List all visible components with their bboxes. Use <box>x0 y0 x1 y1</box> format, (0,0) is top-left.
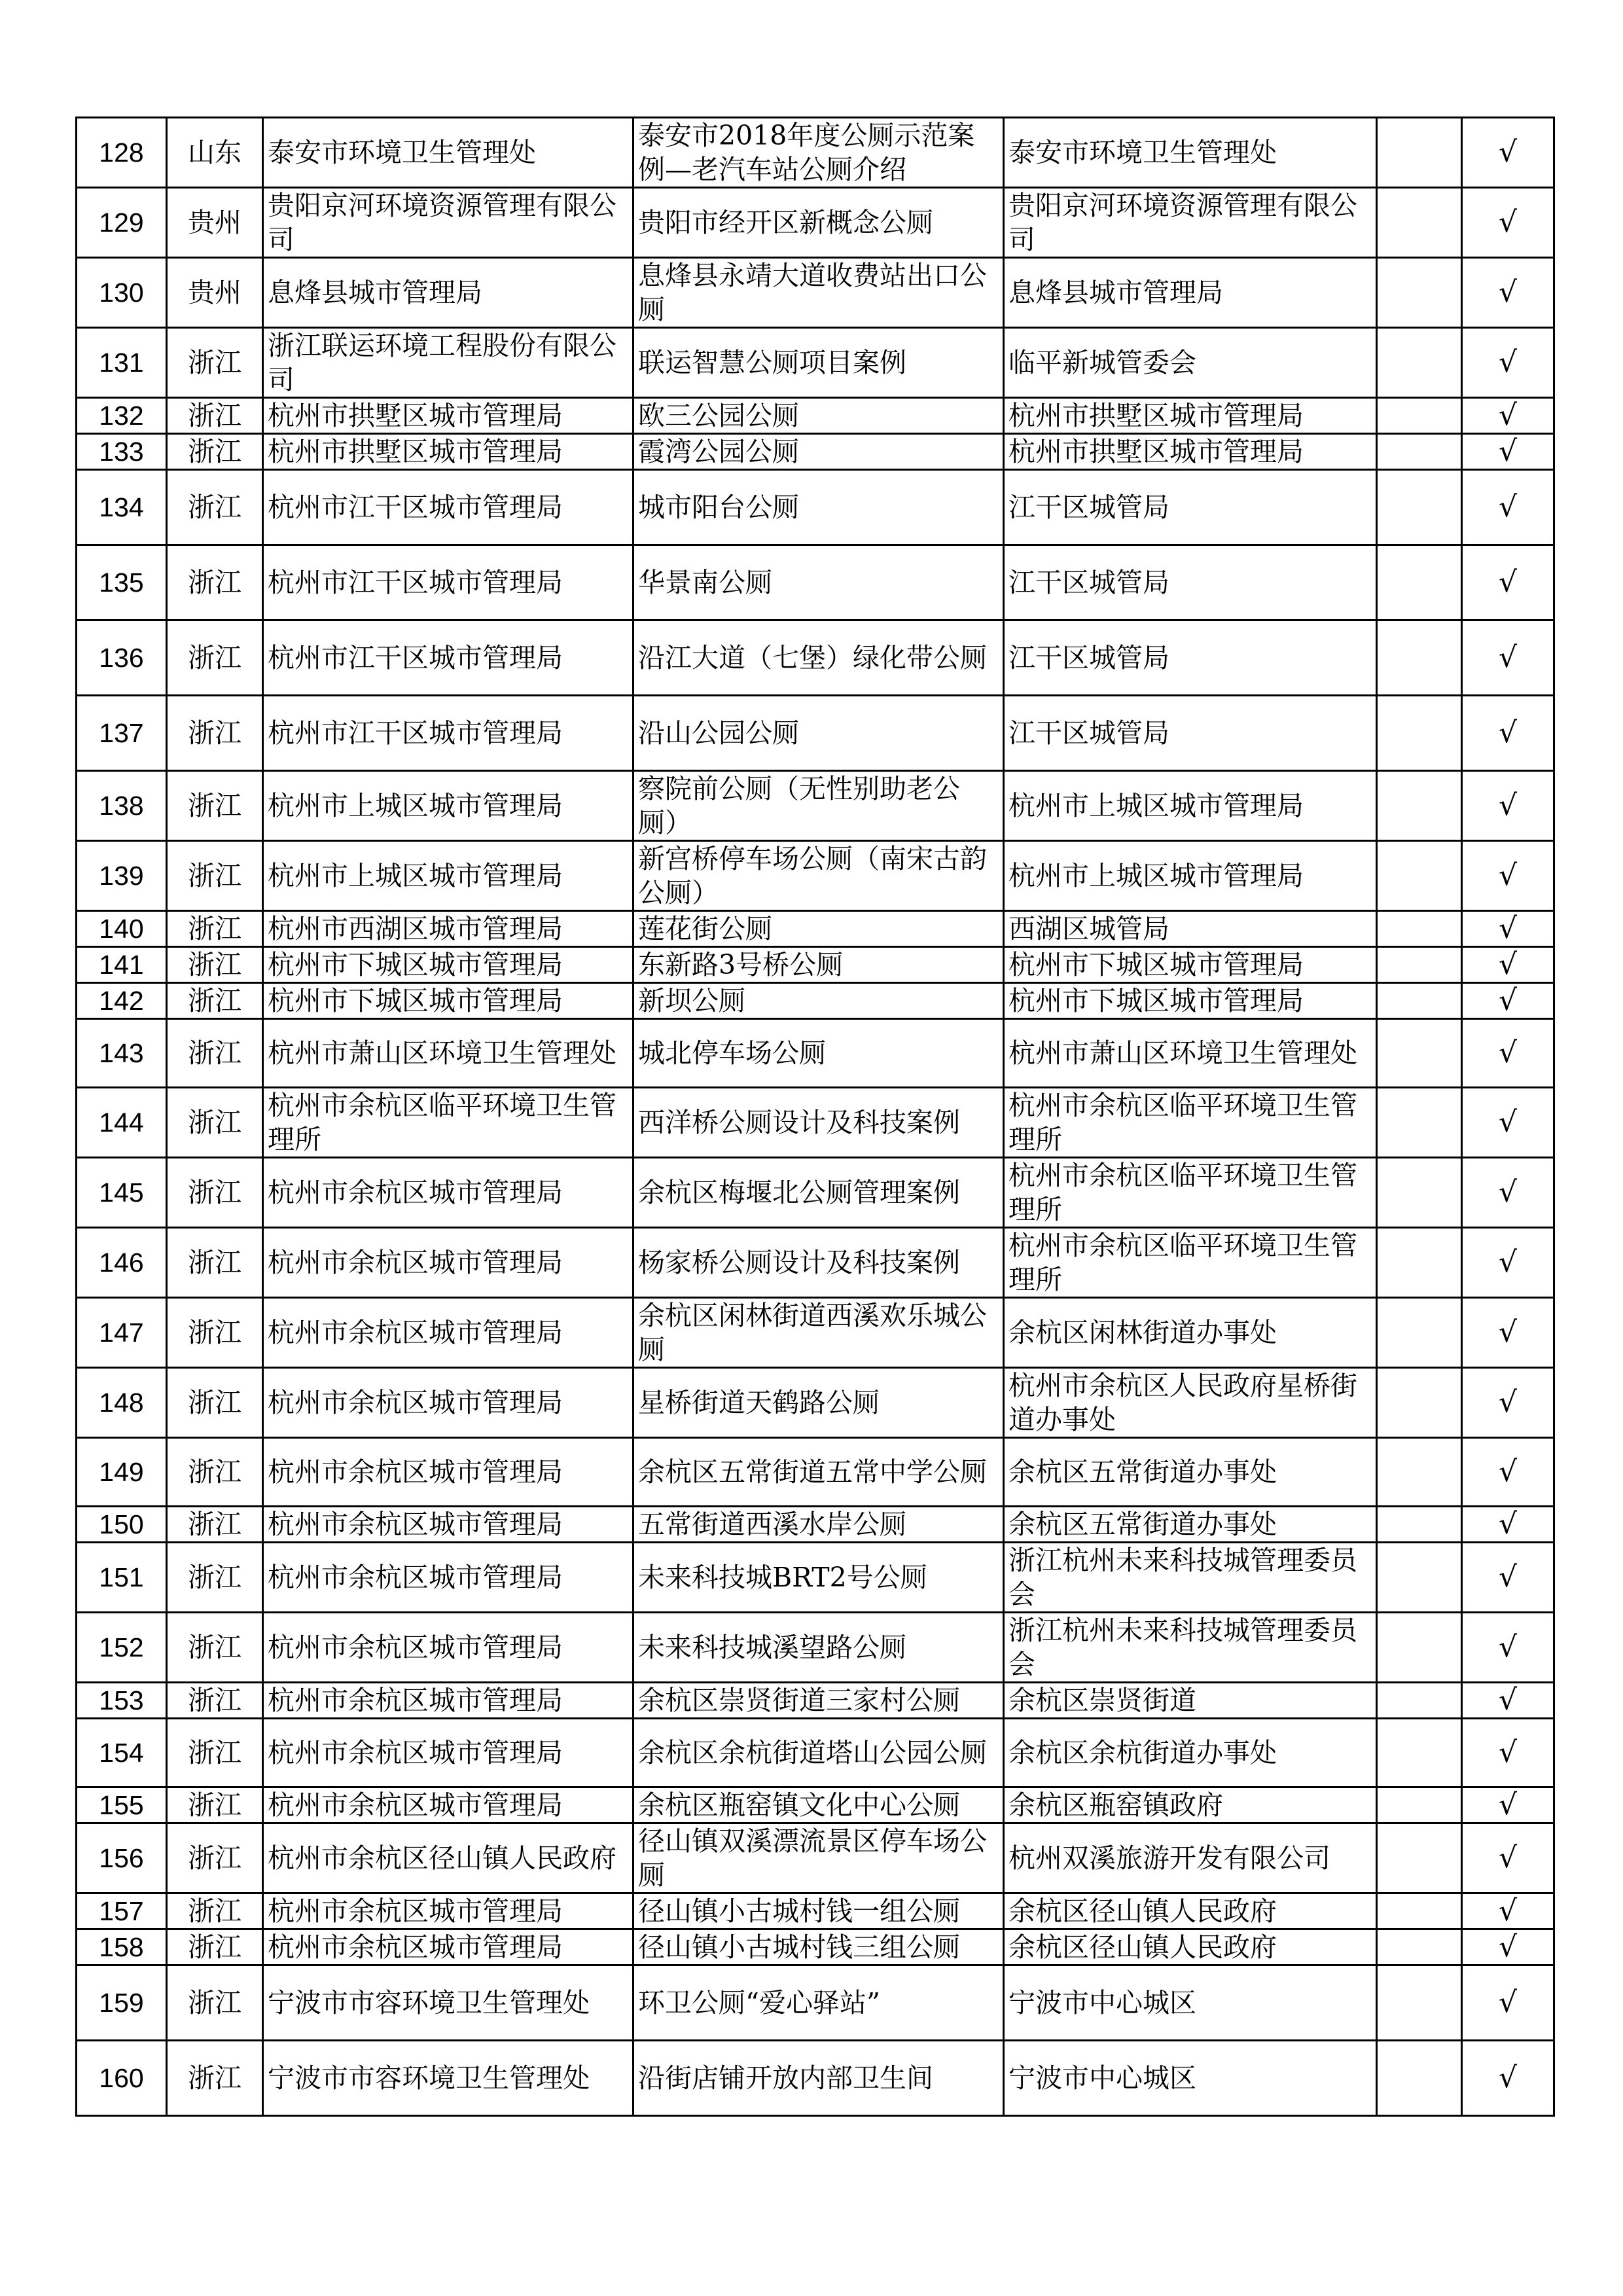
case-name-cell: 余杭区瓶窑镇文化中心公厕 <box>633 1787 1004 1823</box>
blank-cell <box>1377 1823 1462 1893</box>
row-number: 131 <box>77 328 167 398</box>
case-name-cell: 余杭区闲林街道西溪欢乐城公厕 <box>633 1298 1004 1368</box>
table-row <box>77 188 1554 258</box>
blank-cell <box>1377 328 1462 398</box>
table-row <box>77 1228 1554 1298</box>
province-cell: 浙江 <box>167 1019 263 1088</box>
blank-cell <box>1377 1543 1462 1613</box>
table-row <box>77 1787 1554 1823</box>
applicant-cell: 浙江联运环境工程股份有限公司 <box>263 328 633 398</box>
unit-cell: 杭州市下城区城市管理局 <box>1004 983 1377 1019</box>
case-name-cell: 杨家桥公厕设计及科技案例 <box>633 1228 1004 1298</box>
check-mark: √ <box>1462 1019 1554 1088</box>
case-name-cell: 余杭区余杭街道塔山公园公厕 <box>633 1719 1004 1787</box>
row-number: 156 <box>77 1823 167 1893</box>
unit-cell: 浙江杭州未来科技城管理委员会 <box>1004 1613 1377 1683</box>
check-mark: √ <box>1462 398 1554 434</box>
table-row <box>77 328 1554 398</box>
row-number: 155 <box>77 1787 167 1823</box>
unit-cell: 贵阳京河环境资源管理有限公司 <box>1004 188 1377 258</box>
table-row <box>77 1965 1554 2041</box>
province-cell: 浙江 <box>167 983 263 1019</box>
check-mark: √ <box>1462 1543 1554 1613</box>
province-cell: 浙江 <box>167 1507 263 1543</box>
row-number: 129 <box>77 188 167 258</box>
applicant-cell: 杭州市余杭区城市管理局 <box>263 1893 633 1929</box>
row-number: 141 <box>77 947 167 983</box>
unit-cell: 杭州市余杭区临平环境卫生管理所 <box>1004 1088 1377 1158</box>
applicant-cell: 宁波市市容环境卫生管理处 <box>263 1965 633 2041</box>
applicant-cell: 杭州市下城区城市管理局 <box>263 947 633 983</box>
province-cell: 浙江 <box>167 841 263 911</box>
blank-cell <box>1377 1893 1462 1929</box>
table-row <box>77 1507 1554 1543</box>
case-name-cell: 华景南公厕 <box>633 545 1004 620</box>
unit-cell: 余杭区五常街道办事处 <box>1004 1438 1377 1507</box>
case-name-cell: 东新路3号桥公厕 <box>633 947 1004 983</box>
blank-cell <box>1377 188 1462 258</box>
blank-cell <box>1377 1158 1462 1228</box>
check-mark: √ <box>1462 983 1554 1019</box>
blank-cell <box>1377 258 1462 328</box>
applicant-cell: 杭州市余杭区城市管理局 <box>263 1158 633 1228</box>
table-row <box>77 620 1554 696</box>
check-mark: √ <box>1462 771 1554 841</box>
row-number: 130 <box>77 258 167 328</box>
table-row <box>77 118 1554 188</box>
province-cell: 浙江 <box>167 434 263 470</box>
case-list-table <box>75 117 1555 2117</box>
blank-cell <box>1377 771 1462 841</box>
row-number: 134 <box>77 470 167 545</box>
table-row <box>77 771 1554 841</box>
province-cell: 浙江 <box>167 1438 263 1507</box>
applicant-cell: 贵阳京河环境资源管理有限公司 <box>263 188 633 258</box>
case-name-cell: 息烽县永靖大道收费站出口公厕 <box>633 258 1004 328</box>
check-mark: √ <box>1462 1893 1554 1929</box>
check-mark: √ <box>1462 434 1554 470</box>
unit-cell: 西湖区城管局 <box>1004 911 1377 947</box>
province-cell: 浙江 <box>167 398 263 434</box>
check-mark: √ <box>1462 1088 1554 1158</box>
unit-cell: 杭州市上城区城市管理局 <box>1004 771 1377 841</box>
province-cell: 浙江 <box>167 1298 263 1368</box>
applicant-cell: 杭州市余杭区城市管理局 <box>263 1228 633 1298</box>
row-number: 140 <box>77 911 167 947</box>
blank-cell <box>1377 118 1462 188</box>
case-name-cell: 莲花街公厕 <box>633 911 1004 947</box>
case-name-cell: 沿山公园公厕 <box>633 696 1004 771</box>
unit-cell: 余杭区瓶窑镇政府 <box>1004 1787 1377 1823</box>
applicant-cell: 杭州市余杭区城市管理局 <box>263 1787 633 1823</box>
table-row <box>77 1893 1554 1929</box>
case-name-cell: 察院前公厕（无性别助老公厕） <box>633 771 1004 841</box>
case-name-cell: 城北停车场公厕 <box>633 1019 1004 1088</box>
applicant-cell: 杭州市余杭区城市管理局 <box>263 1368 633 1438</box>
case-name-cell: 径山镇小古城村钱三组公厕 <box>633 1929 1004 1965</box>
blank-cell <box>1377 1787 1462 1823</box>
province-cell: 浙江 <box>167 1228 263 1298</box>
check-mark: √ <box>1462 1965 1554 2041</box>
blank-cell <box>1377 983 1462 1019</box>
table-row <box>77 841 1554 911</box>
province-cell: 浙江 <box>167 1543 263 1613</box>
unit-cell: 杭州市拱墅区城市管理局 <box>1004 434 1377 470</box>
blank-cell <box>1377 841 1462 911</box>
table-row <box>77 1543 1554 1613</box>
case-name-cell: 未来科技城BRT2号公厕 <box>633 1543 1004 1613</box>
unit-cell: 杭州市上城区城市管理局 <box>1004 841 1377 911</box>
unit-cell: 江干区城管局 <box>1004 545 1377 620</box>
province-cell: 贵州 <box>167 258 263 328</box>
check-mark: √ <box>1462 188 1554 258</box>
row-number: 154 <box>77 1719 167 1787</box>
table-row <box>77 983 1554 1019</box>
check-mark: √ <box>1462 1787 1554 1823</box>
applicant-cell: 杭州市余杭区城市管理局 <box>263 1543 633 1613</box>
row-number: 132 <box>77 398 167 434</box>
province-cell: 浙江 <box>167 1613 263 1683</box>
blank-cell <box>1377 1507 1462 1543</box>
blank-cell <box>1377 1929 1462 1965</box>
case-name-cell: 西洋桥公厕设计及科技案例 <box>633 1088 1004 1158</box>
check-mark: √ <box>1462 1507 1554 1543</box>
row-number: 137 <box>77 696 167 771</box>
case-name-cell: 新坝公厕 <box>633 983 1004 1019</box>
applicant-cell: 杭州市拱墅区城市管理局 <box>263 398 633 434</box>
blank-cell <box>1377 545 1462 620</box>
unit-cell: 泰安市环境卫生管理处 <box>1004 118 1377 188</box>
unit-cell: 江干区城管局 <box>1004 470 1377 545</box>
case-name-cell: 沿街店铺开放内部卫生间 <box>633 2041 1004 2116</box>
row-number: 153 <box>77 1683 167 1719</box>
blank-cell <box>1377 398 1462 434</box>
case-name-cell: 余杭区崇贤街道三家村公厕 <box>633 1683 1004 1719</box>
blank-cell <box>1377 947 1462 983</box>
blank-cell <box>1377 1965 1462 2041</box>
applicant-cell: 杭州市余杭区临平环境卫生管理所 <box>263 1088 633 1158</box>
case-name-cell: 五常街道西溪水岸公厕 <box>633 1507 1004 1543</box>
table-row <box>77 2041 1554 2116</box>
unit-cell: 临平新城管委会 <box>1004 328 1377 398</box>
province-cell: 浙江 <box>167 1965 263 2041</box>
blank-cell <box>1377 620 1462 696</box>
applicant-cell: 杭州市上城区城市管理局 <box>263 841 633 911</box>
row-number: 144 <box>77 1088 167 1158</box>
province-cell: 浙江 <box>167 911 263 947</box>
province-cell: 浙江 <box>167 1088 263 1158</box>
check-mark: √ <box>1462 118 1554 188</box>
table-row <box>77 1613 1554 1683</box>
blank-cell <box>1377 1228 1462 1298</box>
applicant-cell: 杭州市余杭区城市管理局 <box>263 1613 633 1683</box>
table-row <box>77 545 1554 620</box>
case-name-cell: 泰安市2018年度公厕示范案例—老汽车站公厕介绍 <box>633 118 1004 188</box>
applicant-cell: 杭州市余杭区城市管理局 <box>263 1438 633 1507</box>
check-mark: √ <box>1462 696 1554 771</box>
unit-cell: 杭州市萧山区环境卫生管理处 <box>1004 1019 1377 1088</box>
table-row <box>77 1158 1554 1228</box>
check-mark: √ <box>1462 1438 1554 1507</box>
check-mark: √ <box>1462 620 1554 696</box>
row-number: 147 <box>77 1298 167 1368</box>
unit-cell: 杭州市拱墅区城市管理局 <box>1004 398 1377 434</box>
blank-cell <box>1377 1438 1462 1507</box>
check-mark: √ <box>1462 470 1554 545</box>
case-name-cell: 联运智慧公厕项目案例 <box>633 328 1004 398</box>
blank-cell <box>1377 1019 1462 1088</box>
check-mark: √ <box>1462 1158 1554 1228</box>
blank-cell <box>1377 696 1462 771</box>
check-mark: √ <box>1462 911 1554 947</box>
applicant-cell: 杭州市拱墅区城市管理局 <box>263 434 633 470</box>
province-cell: 浙江 <box>167 1368 263 1438</box>
blank-cell <box>1377 911 1462 947</box>
blank-cell <box>1377 470 1462 545</box>
unit-cell: 余杭区余杭街道办事处 <box>1004 1719 1377 1787</box>
check-mark: √ <box>1462 1368 1554 1438</box>
province-cell: 浙江 <box>167 947 263 983</box>
applicant-cell: 杭州市余杭区城市管理局 <box>263 1507 633 1543</box>
table-body <box>77 118 1554 2116</box>
table-row <box>77 1368 1554 1438</box>
blank-cell <box>1377 2041 1462 2116</box>
table-row <box>77 1683 1554 1719</box>
province-cell: 浙江 <box>167 620 263 696</box>
table-row <box>77 947 1554 983</box>
row-number: 133 <box>77 434 167 470</box>
case-name-cell: 余杭区五常街道五常中学公厕 <box>633 1438 1004 1507</box>
check-mark: √ <box>1462 947 1554 983</box>
case-name-cell: 未来科技城溪望路公厕 <box>633 1613 1004 1683</box>
province-cell: 浙江 <box>167 1787 263 1823</box>
case-name-cell: 沿江大道（七堡）绿化带公厕 <box>633 620 1004 696</box>
applicant-cell: 杭州市下城区城市管理局 <box>263 983 633 1019</box>
case-name-cell: 环卫公厕“爱心驿站” <box>633 1965 1004 2041</box>
row-number: 158 <box>77 1929 167 1965</box>
case-name-cell: 贵阳市经开区新概念公厕 <box>633 188 1004 258</box>
table-row <box>77 1823 1554 1893</box>
province-cell: 浙江 <box>167 1893 263 1929</box>
row-number: 160 <box>77 2041 167 2116</box>
row-number: 135 <box>77 545 167 620</box>
unit-cell: 息烽县城市管理局 <box>1004 258 1377 328</box>
case-name-cell: 余杭区梅堰北公厕管理案例 <box>633 1158 1004 1228</box>
applicant-cell: 杭州市萧山区环境卫生管理处 <box>263 1019 633 1088</box>
case-name-cell: 欧三公园公厕 <box>633 398 1004 434</box>
check-mark: √ <box>1462 1683 1554 1719</box>
province-cell: 山东 <box>167 118 263 188</box>
unit-cell: 杭州市下城区城市管理局 <box>1004 947 1377 983</box>
table-row <box>77 911 1554 947</box>
province-cell: 浙江 <box>167 1683 263 1719</box>
unit-cell: 宁波市中心城区 <box>1004 1965 1377 2041</box>
applicant-cell: 杭州市上城区城市管理局 <box>263 771 633 841</box>
applicant-cell: 杭州市江干区城市管理局 <box>263 545 633 620</box>
check-mark: √ <box>1462 545 1554 620</box>
province-cell: 浙江 <box>167 1823 263 1893</box>
applicant-cell: 杭州市江干区城市管理局 <box>263 470 633 545</box>
province-cell: 浙江 <box>167 328 263 398</box>
check-mark: √ <box>1462 841 1554 911</box>
row-number: 149 <box>77 1438 167 1507</box>
row-number: 148 <box>77 1368 167 1438</box>
check-mark: √ <box>1462 1613 1554 1683</box>
row-number: 152 <box>77 1613 167 1683</box>
row-number: 150 <box>77 1507 167 1543</box>
row-number: 151 <box>77 1543 167 1613</box>
unit-cell: 江干区城管局 <box>1004 696 1377 771</box>
row-number: 128 <box>77 118 167 188</box>
case-name-cell: 城市阳台公厕 <box>633 470 1004 545</box>
unit-cell: 余杭区崇贤街道 <box>1004 1683 1377 1719</box>
blank-cell <box>1377 1719 1462 1787</box>
province-cell: 浙江 <box>167 545 263 620</box>
blank-cell <box>1377 1088 1462 1158</box>
table-row <box>77 258 1554 328</box>
row-number: 145 <box>77 1158 167 1228</box>
province-cell: 贵州 <box>167 188 263 258</box>
unit-cell: 宁波市中心城区 <box>1004 2041 1377 2116</box>
table-row <box>77 696 1554 771</box>
applicant-cell: 宁波市市容环境卫生管理处 <box>263 2041 633 2116</box>
unit-cell: 余杭区径山镇人民政府 <box>1004 1893 1377 1929</box>
case-name-cell: 霞湾公园公厕 <box>633 434 1004 470</box>
applicant-cell: 杭州市余杭区城市管理局 <box>263 1719 633 1787</box>
check-mark: √ <box>1462 1823 1554 1893</box>
applicant-cell: 杭州市余杭区城市管理局 <box>263 1298 633 1368</box>
unit-cell: 浙江杭州未来科技城管理委员会 <box>1004 1543 1377 1613</box>
blank-cell <box>1377 1298 1462 1368</box>
province-cell: 浙江 <box>167 696 263 771</box>
unit-cell: 余杭区五常街道办事处 <box>1004 1507 1377 1543</box>
applicant-cell: 杭州市西湖区城市管理局 <box>263 911 633 947</box>
table-row <box>77 434 1554 470</box>
check-mark: √ <box>1462 1719 1554 1787</box>
table-row <box>77 1298 1554 1368</box>
table-row <box>77 1719 1554 1787</box>
applicant-cell: 杭州市余杭区城市管理局 <box>263 1683 633 1719</box>
unit-cell: 杭州市余杭区临平环境卫生管理所 <box>1004 1228 1377 1298</box>
table-row <box>77 1929 1554 1965</box>
unit-cell: 江干区城管局 <box>1004 620 1377 696</box>
province-cell: 浙江 <box>167 470 263 545</box>
row-number: 146 <box>77 1228 167 1298</box>
unit-cell: 杭州市余杭区人民政府星桥街道办事处 <box>1004 1368 1377 1438</box>
table-row <box>77 1088 1554 1158</box>
unit-cell: 杭州双溪旅游开发有限公司 <box>1004 1823 1377 1893</box>
province-cell: 浙江 <box>167 2041 263 2116</box>
applicant-cell: 杭州市江干区城市管理局 <box>263 620 633 696</box>
row-number: 142 <box>77 983 167 1019</box>
blank-cell <box>1377 1613 1462 1683</box>
table-row <box>77 1438 1554 1507</box>
case-name-cell: 径山镇双溪漂流景区停车场公厕 <box>633 1823 1004 1893</box>
applicant-cell: 杭州市江干区城市管理局 <box>263 696 633 771</box>
applicant-cell: 泰安市环境卫生管理处 <box>263 118 633 188</box>
row-number: 157 <box>77 1893 167 1929</box>
applicant-cell: 杭州市余杭区城市管理局 <box>263 1929 633 1965</box>
case-name-cell: 新宫桥停车场公厕（南宋古韵公厕） <box>633 841 1004 911</box>
unit-cell: 杭州市余杭区临平环境卫生管理所 <box>1004 1158 1377 1228</box>
province-cell: 浙江 <box>167 1929 263 1965</box>
applicant-cell: 杭州市余杭区径山镇人民政府 <box>263 1823 633 1893</box>
table-row <box>77 398 1554 434</box>
blank-cell <box>1377 434 1462 470</box>
row-number: 143 <box>77 1019 167 1088</box>
unit-cell: 余杭区闲林街道办事处 <box>1004 1298 1377 1368</box>
unit-cell: 余杭区径山镇人民政府 <box>1004 1929 1377 1965</box>
check-mark: √ <box>1462 258 1554 328</box>
table-row <box>77 470 1554 545</box>
table-row <box>77 1019 1554 1088</box>
province-cell: 浙江 <box>167 771 263 841</box>
check-mark: √ <box>1462 1929 1554 1965</box>
case-name-cell: 星桥街道天鹤路公厕 <box>633 1368 1004 1438</box>
case-name-cell: 径山镇小古城村钱一组公厕 <box>633 1893 1004 1929</box>
row-number: 136 <box>77 620 167 696</box>
check-mark: √ <box>1462 328 1554 398</box>
check-mark: √ <box>1462 2041 1554 2116</box>
row-number: 138 <box>77 771 167 841</box>
province-cell: 浙江 <box>167 1158 263 1228</box>
row-number: 159 <box>77 1965 167 2041</box>
check-mark: √ <box>1462 1228 1554 1298</box>
applicant-cell: 息烽县城市管理局 <box>263 258 633 328</box>
row-number: 139 <box>77 841 167 911</box>
province-cell: 浙江 <box>167 1719 263 1787</box>
check-mark: √ <box>1462 1298 1554 1368</box>
blank-cell <box>1377 1368 1462 1438</box>
blank-cell <box>1377 1683 1462 1719</box>
